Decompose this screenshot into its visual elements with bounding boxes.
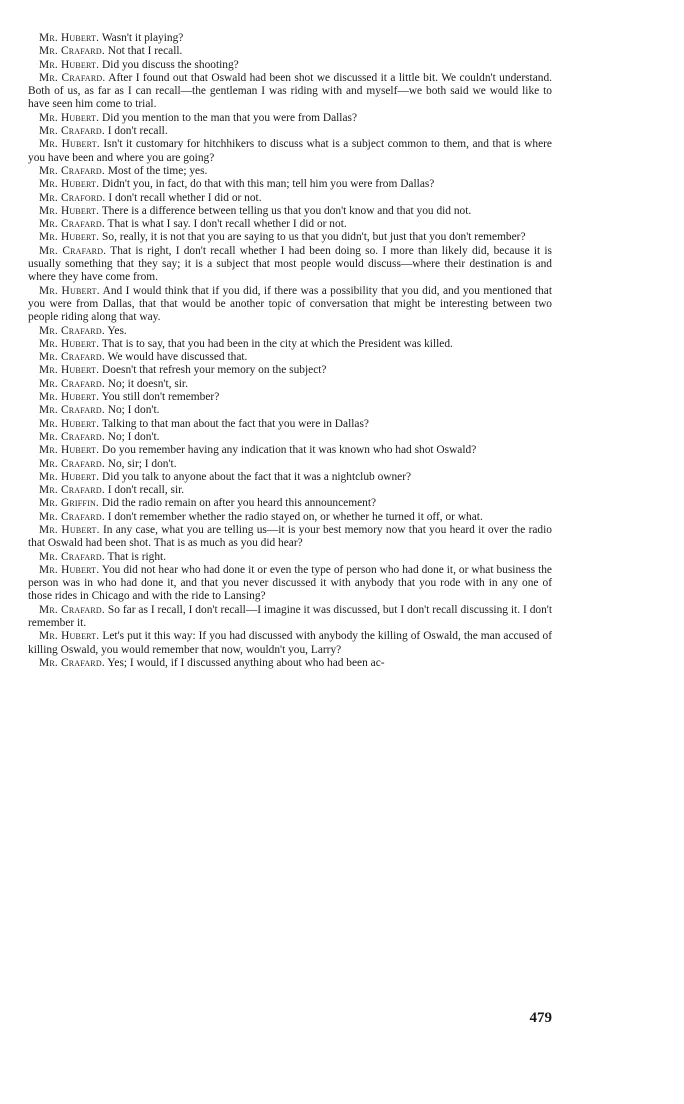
testimony-text: And I would think that if you did, if there was a possibility that you did, and you mentioned that you were from Dallas, that that would be another topic of conversation that might be interesting between two people riding along that way. bbox=[28, 284, 552, 324]
transcript-paragraph bbox=[28, 444, 552, 457]
speaker-label: Mr. Crafard. bbox=[39, 45, 105, 58]
speaker-label: Mr. Hubert. bbox=[39, 178, 100, 191]
speaker-label: Mr. Hubert. bbox=[39, 337, 100, 350]
testimony-text: I don't remember whether the radio stayed on, or whether he turned it off, or what. bbox=[107, 510, 483, 523]
testimony-text: Yes. bbox=[107, 324, 127, 337]
transcript-paragraph bbox=[28, 564, 552, 604]
testimony-text: Yes; I would, if I discussed anything about who had been ac- bbox=[107, 656, 385, 669]
speaker-label: Mr. Crafard. bbox=[39, 324, 105, 337]
transcript-paragraph bbox=[28, 524, 552, 551]
speaker-label: Mr. Hubert. bbox=[39, 138, 100, 151]
testimony-text: You still don't remember? bbox=[101, 391, 220, 404]
speaker-label: Mr. Crafard. bbox=[39, 404, 105, 417]
speaker-label: Mr. Crafard. bbox=[39, 125, 105, 138]
speaker-label: Mr. Crafard. bbox=[39, 457, 105, 470]
testimony-text: That is right. bbox=[107, 550, 167, 563]
testimony-text: You did not hear who had done it or even the type of person who had done it, or what business the person was in who had done it, and that you never discussed it with anybody that you rode with in any one of those rides in Chicago and with the ride to Lansing? bbox=[28, 563, 552, 603]
speaker-label: Mr. Hubert. bbox=[39, 284, 100, 297]
testimony-text: So far as I recall, I don't recall—I imagine it was discussed, but I don't recall discussing it. I don't remember it. bbox=[28, 603, 552, 630]
transcript-paragraph bbox=[28, 338, 552, 351]
transcript-paragraph bbox=[28, 178, 552, 191]
transcript-paragraph bbox=[28, 431, 552, 444]
testimony-text: No, sir; I don't. bbox=[107, 457, 177, 470]
testimony-text: There is a difference between telling us that you don't know and that you did not. bbox=[101, 204, 472, 217]
speaker-label: Mr. Hubert. bbox=[39, 58, 100, 71]
transcript-paragraph bbox=[28, 391, 552, 404]
speaker-label: Mr. Hubert. bbox=[39, 523, 100, 536]
transcript-paragraph bbox=[28, 165, 552, 178]
testimony-text: I don't recall. bbox=[107, 125, 168, 138]
transcript-page bbox=[28, 32, 552, 670]
testimony-text: After I found out that Oswald had been shot we discussed it a little bit. We couldn't understand. Both of us, as far as I can recall—the gentleman I was riding with and myself—we both said we would like to have seen him come to trial. bbox=[28, 71, 553, 111]
speaker-label: Mr. Hubert. bbox=[39, 364, 100, 377]
speaker-label: Mr. Hubert. bbox=[39, 204, 100, 217]
transcript-paragraph bbox=[28, 497, 552, 510]
transcript-paragraph bbox=[28, 378, 552, 391]
speaker-label: Mr. Hubert. bbox=[39, 32, 100, 44]
speaker-label: Mr. Crafard. bbox=[39, 164, 105, 177]
speaker-label: Mr. Hubert. bbox=[39, 630, 100, 643]
transcript-paragraph bbox=[28, 404, 552, 417]
speaker-label: Mr. Craford. bbox=[39, 191, 106, 204]
transcript-paragraph bbox=[28, 551, 552, 564]
speaker-label: Mr. Crafard. bbox=[39, 218, 105, 231]
transcript-paragraph bbox=[28, 325, 552, 338]
testimony-text: That is right, I don't recall whether I had been doing so. I more than likely did, because it is usually something that they say; it is a subject that most people would discuss—where their destination is and where they have come from. bbox=[28, 244, 552, 284]
testimony-text: No; I don't. bbox=[107, 404, 160, 417]
page-number: 479 bbox=[529, 1010, 552, 1026]
transcript-paragraph bbox=[28, 72, 552, 112]
testimony-text: Did you mention to the man that you were from Dallas? bbox=[102, 111, 358, 124]
speaker-label: Mr. Griffin. bbox=[39, 497, 99, 510]
speaker-label: Mr. Hubert. bbox=[39, 563, 100, 576]
transcript-paragraph bbox=[28, 484, 552, 497]
testimony-text: Not that I recall. bbox=[107, 45, 183, 58]
transcript-paragraph bbox=[28, 604, 552, 631]
transcript-paragraph bbox=[28, 630, 552, 657]
testimony-text: Most of the time; yes. bbox=[107, 164, 208, 177]
transcript-paragraph bbox=[28, 125, 552, 138]
testimony-text: Did the radio remain on after you heard this announcement? bbox=[101, 497, 377, 510]
testimony-text: That is to say, that you had been in the city at which the President was killed. bbox=[101, 337, 453, 350]
testimony-text: Do you remember having any indication that it was known who had shot Oswald? bbox=[102, 444, 477, 457]
speaker-label: Mr. Crafard. bbox=[39, 430, 105, 443]
speaker-label: Mr. Crafard. bbox=[39, 510, 105, 523]
speaker-label: Mr. Hubert. bbox=[39, 231, 100, 244]
transcript-paragraph bbox=[28, 364, 552, 377]
transcript-paragraph bbox=[28, 351, 552, 364]
speaker-label: Mr. Hubert. bbox=[39, 470, 100, 483]
testimony-text: Talking to that man about the fact that you were in Dallas? bbox=[101, 417, 369, 430]
testimony-text: Isn't it customary for hitchhikers to discuss what is a subject common to them, and that is where you have been and where you are going? bbox=[28, 138, 552, 164]
transcript-paragraph bbox=[28, 285, 552, 325]
transcript-paragraph bbox=[28, 32, 552, 45]
testimony-text: That is what I say. I don't recall whether I did or not. bbox=[107, 218, 347, 231]
transcript-paragraph bbox=[28, 245, 552, 285]
testimony-text: No; I don't. bbox=[107, 430, 160, 443]
speaker-label: Mr. Crafard. bbox=[39, 603, 105, 616]
testimony-text: We would have discussed that. bbox=[107, 351, 248, 364]
testimony-text: Let's put it this way: If you had discussed with anybody the killing of Oswald, the man accused of killing Oswald, you would remember that now, wouldn't you, Larry? bbox=[28, 630, 552, 656]
transcript-paragraph bbox=[28, 231, 552, 244]
speaker-label: Mr. Hubert. bbox=[39, 417, 100, 430]
transcript-paragraph bbox=[28, 418, 552, 431]
transcript-paragraph bbox=[28, 45, 552, 58]
speaker-label: Mr. Crafard. bbox=[39, 377, 105, 390]
testimony-text: No; it doesn't, sir. bbox=[107, 377, 188, 390]
transcript-paragraph bbox=[28, 59, 552, 72]
testimony-text: Doesn't that refresh your memory on the subject? bbox=[102, 364, 327, 377]
transcript-paragraph bbox=[28, 138, 552, 165]
transcript-paragraph bbox=[28, 458, 552, 471]
transcript-paragraph bbox=[28, 657, 552, 670]
speaker-label: Mr. Hubert. bbox=[39, 111, 100, 124]
transcript-paragraph bbox=[28, 471, 552, 484]
speaker-label: Mr. Crafard. bbox=[39, 484, 105, 497]
testimony-text: I don't recall whether I did or not. bbox=[108, 191, 262, 204]
speaker-label: Mr. Hubert. bbox=[39, 391, 100, 404]
speaker-label: Mr. Hubert. bbox=[39, 444, 100, 457]
speaker-label: Mr. Crafard. bbox=[39, 550, 105, 563]
transcript-paragraph bbox=[28, 218, 552, 231]
speaker-label: Mr. Crafard. bbox=[39, 351, 105, 364]
speaker-label: Mr. Crafard. bbox=[39, 244, 107, 257]
transcript-paragraph bbox=[28, 192, 552, 205]
testimony-text: Did you talk to anyone about the fact that it was a nightclub owner? bbox=[102, 470, 412, 483]
speaker-label: Mr. Crafard. bbox=[39, 71, 106, 84]
testimony-text: Did you discuss the shooting? bbox=[102, 58, 239, 71]
testimony-text: Didn't you, in fact, do that with this man; tell him you were from Dallas? bbox=[102, 178, 435, 191]
testimony-text: So, really, it is not that you are saying to us that you didn't, but just that you don't remember? bbox=[102, 231, 526, 244]
testimony-text: I don't recall, sir. bbox=[107, 484, 185, 497]
transcript-paragraph bbox=[28, 112, 552, 125]
speaker-label: Mr. Crafard. bbox=[39, 656, 105, 669]
transcript-paragraph bbox=[28, 205, 552, 218]
transcript-paragraph bbox=[28, 511, 552, 524]
testimony-text: Wasn't it playing? bbox=[101, 32, 184, 44]
testimony-text: In any case, what you are telling us—it is your best memory now that you heard it over the radio that Oswald had been shot. That is as much as you did hear? bbox=[28, 523, 552, 550]
